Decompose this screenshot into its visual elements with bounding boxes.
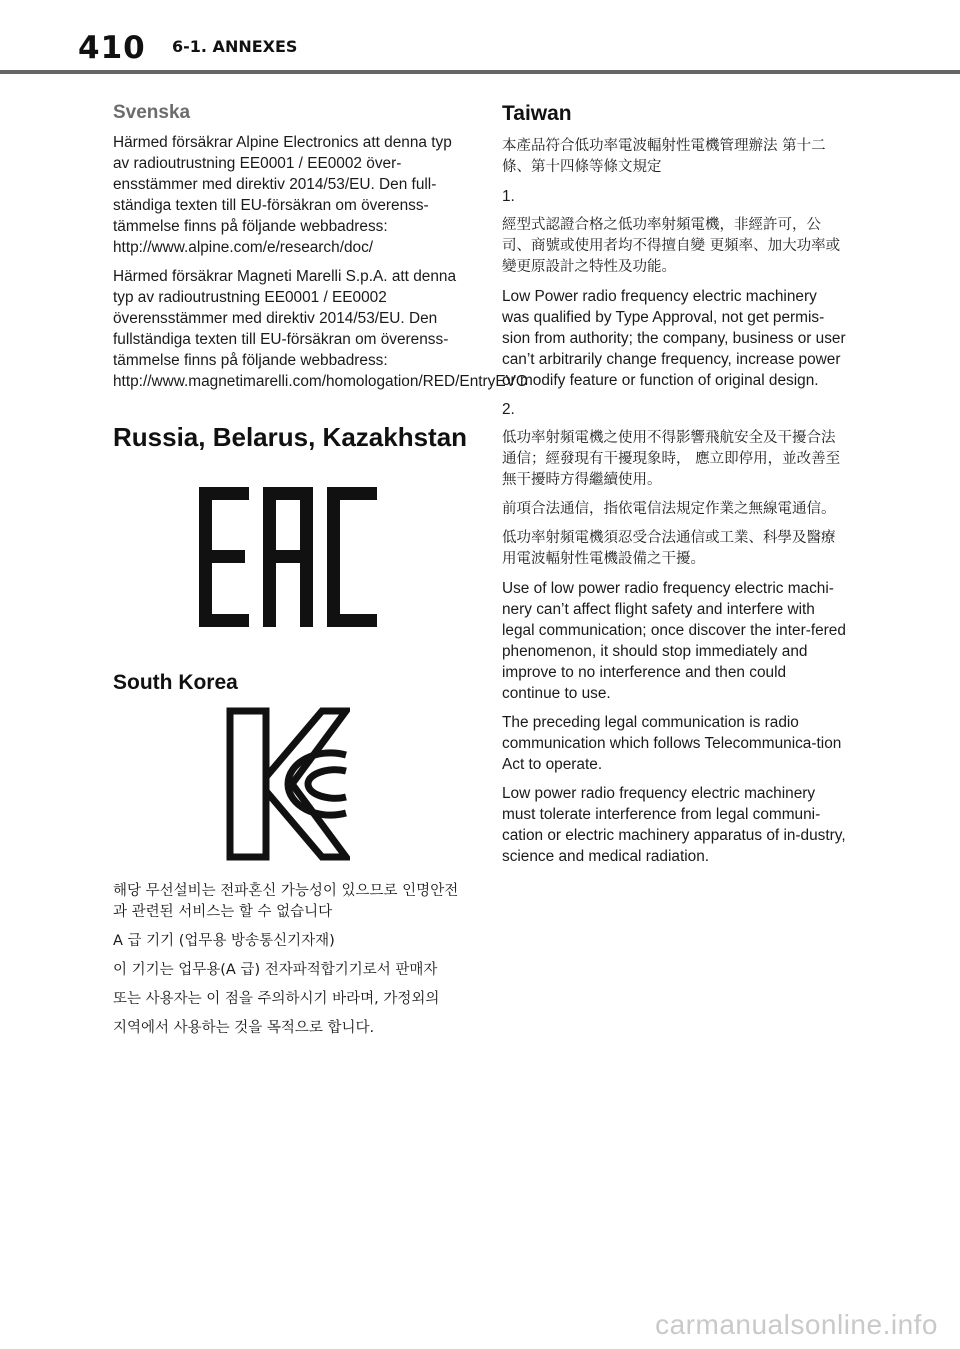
taiwan-paragraph-2: 經型式認證合格之低功率射頻電機，非經許可，公司、商號或使用者均不得擅自變 更頻率、加大功率或變更原設計之特性及功能。: [502, 217, 841, 275]
korea-paragraph-4: 또는 사용자는 이 점을 주의하시기 바라며, 가정외의: [113, 991, 440, 1007]
korea-paragraph-5: 지역에서 사용하는 것을 목적으로 합니다.: [113, 1020, 375, 1036]
svenska-paragraph-marelli: Härmed försäkrar Magneti Marelli S.p.A. att denna typ av radioutrustning EE0001 / EE0002 överensstämmer med direktiv 2014/53/EU. Den fullständiga texten till EU-försäkran om överenss-tämmelse finns på följande webbadress: http://www.magnetimarelli.com/homologation/RED/EntryEVO: [113, 268, 528, 390]
right-column: [502, 98, 847, 875]
section-title: 6-1. ANNEXES: [172, 37, 298, 56]
svenska-heading: Svenska: [113, 102, 191, 123]
eac-mark-icon: [199, 487, 377, 627]
taiwan-paragraph-4: 低功率射頻電機之使用不得影響飛航安全及干擾合法通信；經發現有干擾現象時， 應立即停用，並改善至無干擾時方得繼續使用。: [502, 430, 841, 488]
taiwan-number-1: 1.: [502, 188, 515, 205]
korea-paragraph-2: A 급 기기 (업무용 방송통신기자재): [113, 933, 335, 949]
watermark: carmanualsonline.info: [655, 1309, 938, 1340]
taiwan-paragraph-5: 前項合法通信，指依電信法規定作業之無線電通信。: [502, 501, 836, 517]
eac-logo-wrap: [113, 487, 463, 657]
taiwan-paragraph-6: 低功率射頻電機須忍受合法通信或工業、科學及醫療用電波輻射性電機設備之干擾。: [502, 530, 836, 567]
taiwan-paragraph-9: Low power radio frequency electric machinery must tolerate interference from legal communi-cation or electric machinery apparatus of in-dustry, science and medical radiation.: [502, 785, 846, 865]
taiwan-paragraph-7: Use of low power radio frequency electric machi-nery can’t affect flight safety and interfere with legal communication; once discover the inter-fered phenomenon, it should stop immediately and improve to no interference and then could continue to use.: [502, 580, 846, 702]
svenska-paragraph-alpine: Härmed försäkrar Alpine Electronics att denna typ av radioutrustning EE0001 / EE0002 över-ensstämmer med direktiv 2014/53/EU. Den full-ständiga texten till EU-försäkran om överenss-tämmelse finns på följande webbadress: http://www.alpine.com/e/research/doc/: [113, 134, 452, 256]
taiwan-paragraph-8: The preceding legal communication is radio communication which follows Telecommunica-tion Act to operate.: [502, 714, 842, 773]
rbk-heading: Russia, Belarus, Kazakhstan: [113, 422, 468, 452]
left-column: [113, 98, 528, 1047]
taiwan-paragraph-1: 本產品符合低功率電波輻射性電機管理辦法 第十二條、第十四條等條文規定: [502, 138, 826, 175]
south-korea-heading: South Korea: [113, 671, 238, 694]
header-divider: [0, 70, 960, 74]
taiwan-paragraph-3: Low Power radio frequency electric machinery was qualified by Type Approval, not get permis-sion from authority; the company, business or user can’t arbitrarily change frequency, increase power or modify feature or function of original design.: [502, 288, 846, 389]
kc-logo-wrap: [113, 705, 463, 881]
korea-paragraph-1: 해당 무선설비는 전파혼신 가능성이 있으므로 인명안전과 관련된 서비스는 할 수 없습니다: [113, 883, 459, 920]
korea-paragraph-3: 이 기기는 업무용(A 급) 전자파적합기기로서 판매자: [113, 962, 438, 978]
taiwan-heading: Taiwan: [502, 102, 572, 125]
page-header: [0, 0, 960, 72]
kc-mark-icon: [226, 707, 350, 861]
taiwan-number-2: 2.: [502, 401, 515, 418]
page-number: 410: [78, 30, 146, 66]
